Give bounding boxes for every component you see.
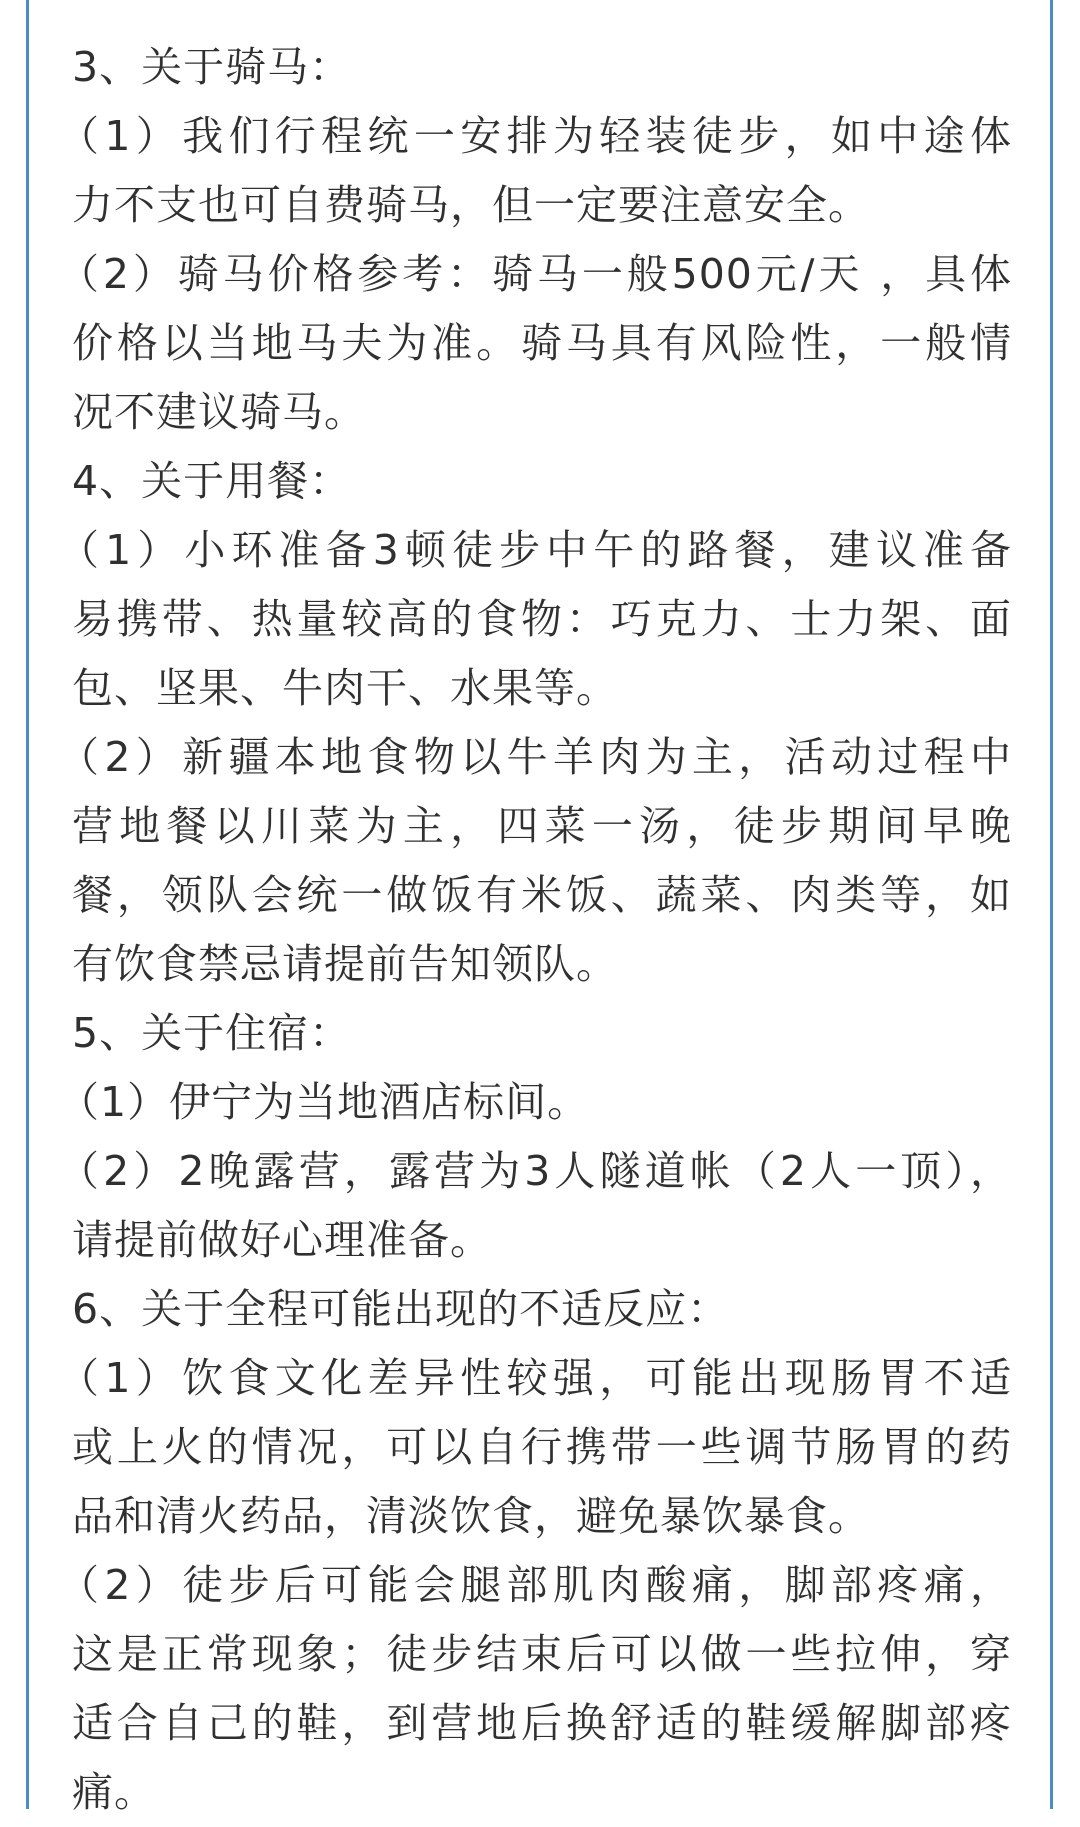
- paragraph-line: 易携带、热量较高的食物：巧克力、士力架、面: [72, 595, 1012, 643]
- paragraph-line: （1）我们行程统一安排为轻装徒步，如中途体: [58, 112, 1012, 160]
- section-heading-lodging: 5、关于住宿：: [72, 1009, 352, 1057]
- paragraph-line: 或上火的情况，可以自行携带一些调节肠胃的药: [72, 1423, 1012, 1471]
- paragraph-line: （1）小环准备3顿徒步中午的路餐，建议准备: [58, 526, 1012, 574]
- cut-off-line: [72, 0, 1012, 33]
- paragraph-line: 况不建议骑马。: [72, 388, 366, 436]
- paragraph-line: 力不支也可自费骑马，但一定要注意安全。: [72, 181, 870, 229]
- paragraph-line: 请提前做好心理准备。: [72, 1216, 492, 1264]
- section-heading-riding: 3、关于骑马：: [72, 43, 352, 91]
- paragraph-line: 营地餐以川菜为主，四菜一汤，徒步期间早晚: [72, 802, 1012, 850]
- paragraph-line: （2）新疆本地食物以牛羊肉为主，活动过程中: [58, 733, 1012, 781]
- paragraph-line: 痛。: [72, 1768, 156, 1816]
- document-body: [58, 0, 1012, 1827]
- section-heading-meals: 4、关于用餐：: [72, 457, 352, 505]
- paragraph-line: 包、坚果、牛肉干、水果等。: [72, 664, 618, 712]
- paragraph-line: （1）伊宁为当地酒店标间。: [58, 1078, 590, 1126]
- paragraph-line: （2）2晚露营，露营为3人隧道帐（2人一顶），: [58, 1147, 1012, 1195]
- left-frame-border: [26, 0, 29, 1809]
- paragraph-line: 品和清火药品，清淡饮食，避免暴饮暴食。: [72, 1492, 870, 1540]
- paragraph-line: （1）饮食文化差异性较强，可能出现肠胃不适: [58, 1354, 1012, 1402]
- paragraph-line: （2）骑马价格参考：骑马一般500元/天 ，具体: [58, 250, 1012, 298]
- paragraph-line: 餐，领队会统一做饭有米饭、蔬菜、肉类等，如: [72, 871, 1012, 919]
- paragraph-line: （2）徒步后可能会腿部肌肉酸痛，脚部疼痛，: [58, 1561, 1012, 1609]
- paragraph-line: 适合自己的鞋，到营地后换舒适的鞋缓解脚部疼: [72, 1699, 1012, 1747]
- section-heading-discomfort: 6、关于全程可能出现的不适反应：: [72, 1285, 730, 1333]
- paragraph-line: 有饮食禁忌请提前告知领队。: [72, 940, 618, 988]
- paragraph-line: 这是正常现象；徒步结束后可以做一些拉伸，穿: [72, 1630, 1012, 1678]
- paragraph-line: 价格以当地马夫为准。骑马具有风险性，一般情: [72, 319, 1012, 367]
- right-frame-border: [1050, 0, 1053, 1809]
